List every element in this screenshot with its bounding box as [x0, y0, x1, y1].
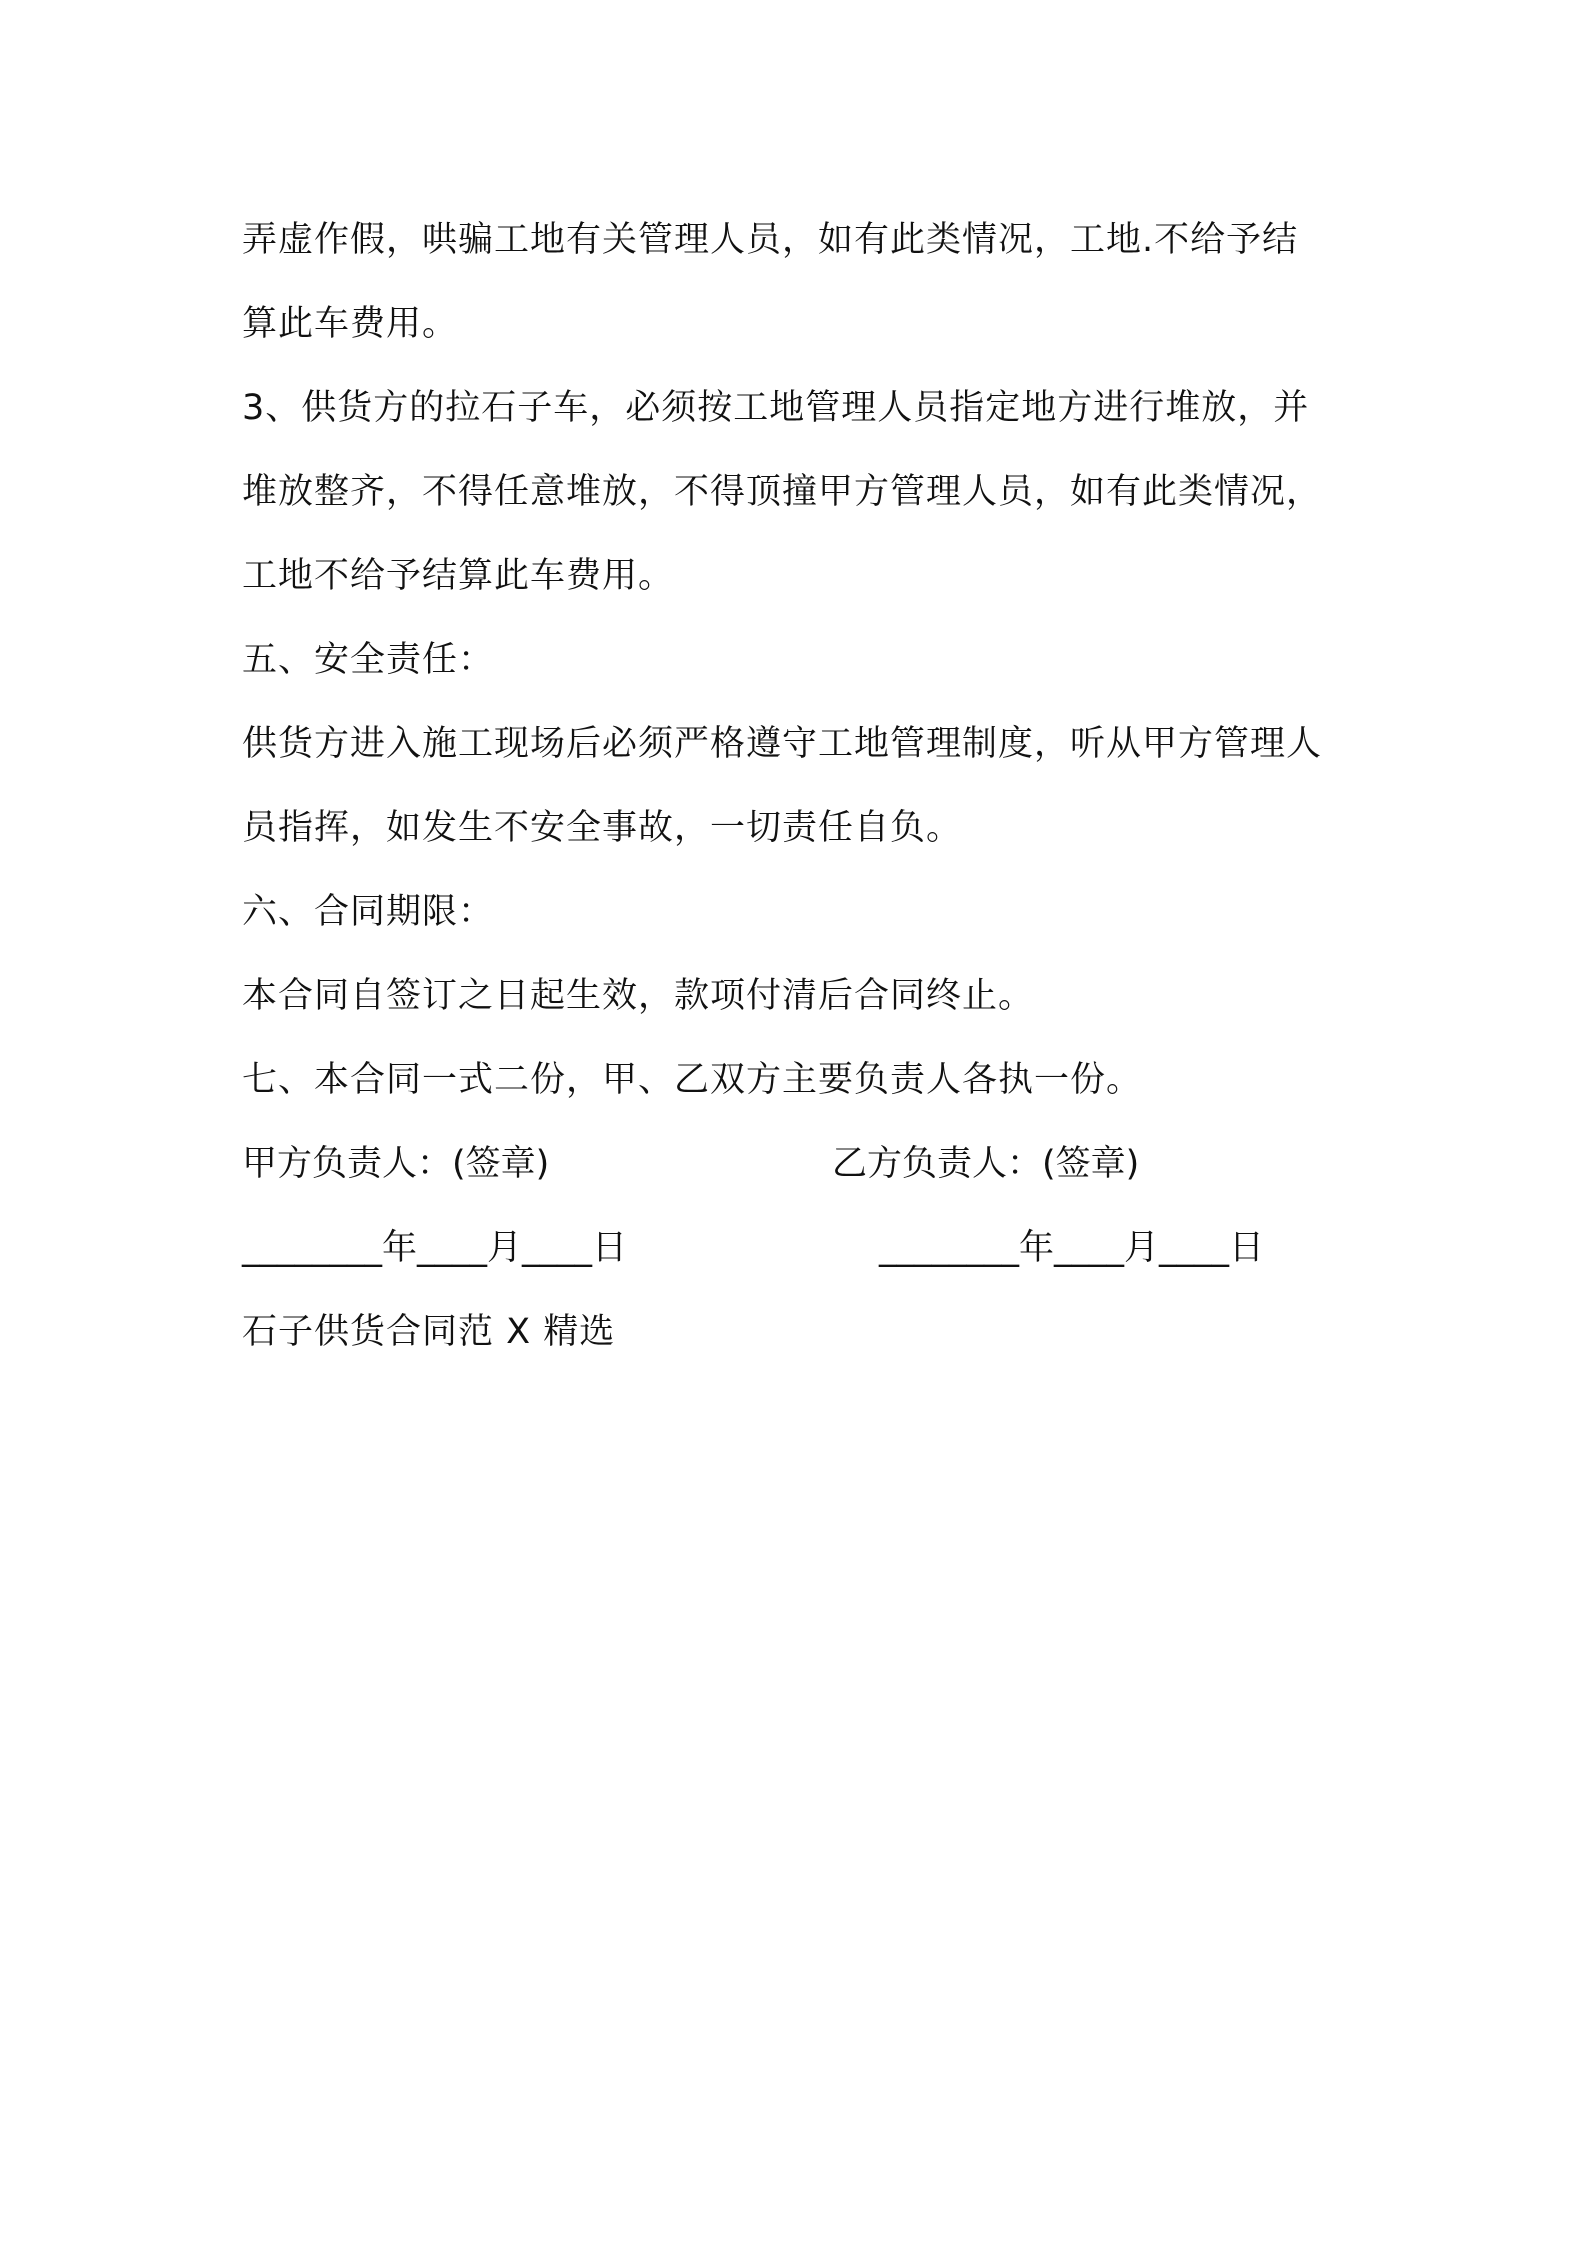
party-b-date-blank: ________年____月____日: [879, 1228, 1265, 1268]
section-heading-copies: 七、本合同一式二份，甲、乙双方主要负责人各执一份。: [242, 1060, 1143, 1100]
section-heading-term: 六、合同期限：: [242, 892, 495, 932]
document-title-footer: 石子供货合同范 X 精选: [242, 1312, 616, 1352]
signature-label-row: [242, 1122, 1362, 1206]
paragraph-line: 算此车费用。: [242, 304, 459, 344]
party-b-signature-label: 乙方负责人：(签章): [832, 1144, 1140, 1184]
paragraph-line: 弄虚作假，哄骗工地有关管理人员，如有此类情况，工地.不给予结: [242, 220, 1299, 260]
paragraph-line: 工地不给予结算此车费用。: [242, 556, 675, 596]
signature-date-row: [242, 1206, 1362, 1290]
paragraph-line: 堆放整齐，不得任意堆放，不得顶撞甲方管理人员，如有此类情况，: [242, 472, 1323, 512]
party-a-date-blank: ________年____月____日: [242, 1228, 628, 1268]
paragraph-line: 供货方进入施工现场后必须严格遵守工地管理制度，听从甲方管理人: [242, 724, 1323, 764]
paragraph-line: 员指挥，如发生不安全事故，一切责任自负。: [242, 808, 963, 848]
paragraph-line: 本合同自签订之日起生效，款项付清后合同终止。: [242, 976, 1035, 1016]
clause-3-line: 3、供货方的拉石子车，必须按工地管理人员指定地方进行堆放，并: [242, 388, 1310, 428]
section-heading-safety: 五、安全责任：: [242, 640, 495, 680]
party-a-signature-label: 甲方负责人：(签章): [242, 1144, 550, 1184]
document-body: [242, 198, 1362, 1374]
